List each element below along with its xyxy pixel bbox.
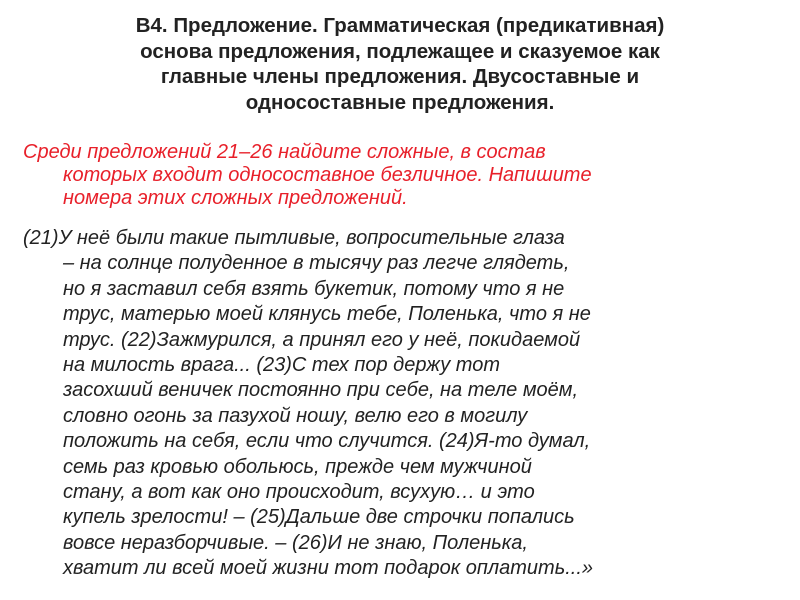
task-line-2: которых входит односоставное безличное. Напишите <box>63 164 592 186</box>
task-line-1: Среди предложений 21–26 найдите сложные, в состав <box>23 141 546 163</box>
passage-line-9: положить на себя, если что случится. (24)Я-то думал, <box>63 430 591 453</box>
passage-line-13: вовсе неразборчивые. – (26)И не знаю, Поленька, <box>63 531 528 554</box>
text-passage <box>23 226 793 582</box>
passage-line-6: на милость врага... (23)С тех пор держу тот <box>63 354 501 377</box>
passage-line-4: трус, матерью моей клянусь тебе, Поленька, что я не <box>63 303 591 326</box>
passage-line-7: засохший веничек постоянно при себе, на теле моём, <box>63 379 579 402</box>
passage-line-10: семь раз кровью обольюсь, прежде чем мужчиной <box>63 455 532 478</box>
title-line-3: главные члены предложения. Двусоставные и <box>160 65 640 88</box>
title-line-2: основа предложения, подлежащее и сказуемое как <box>140 39 660 63</box>
passage-line-8: словно огонь за пазухой ношу, велю его в могилу <box>63 404 528 427</box>
task-instruction <box>23 141 783 210</box>
title-line-1: В4. Предложение. Грамматическая (предикативная) <box>135 14 665 37</box>
task-line-3: номера этих сложных предложений. <box>63 187 408 209</box>
passage-line-14: хватит ли всей моей жизни тот подарок оплатить...» <box>63 557 593 580</box>
passage-line-5: трус. (22)Зажмурился, а принял его у неё, покидаемой <box>63 328 581 351</box>
passage-line-12: купель зрелости! – (25)Дальше две строчки попались <box>63 506 575 529</box>
passage-line-3: но я заставил себя взять букетик, потому что я не <box>63 277 565 300</box>
slide-title <box>40 13 760 115</box>
passage-line-11: стану, а вот как оно происходит, всухую… и это <box>63 481 535 504</box>
passage-line-1: (21)У неё были такие пытливые, вопросительные глаза <box>23 227 565 249</box>
passage-line-2: – на солнце полуденное в тысячу раз легче глядеть, <box>63 252 570 275</box>
title-line-4: односоставные предложения. <box>245 90 555 114</box>
